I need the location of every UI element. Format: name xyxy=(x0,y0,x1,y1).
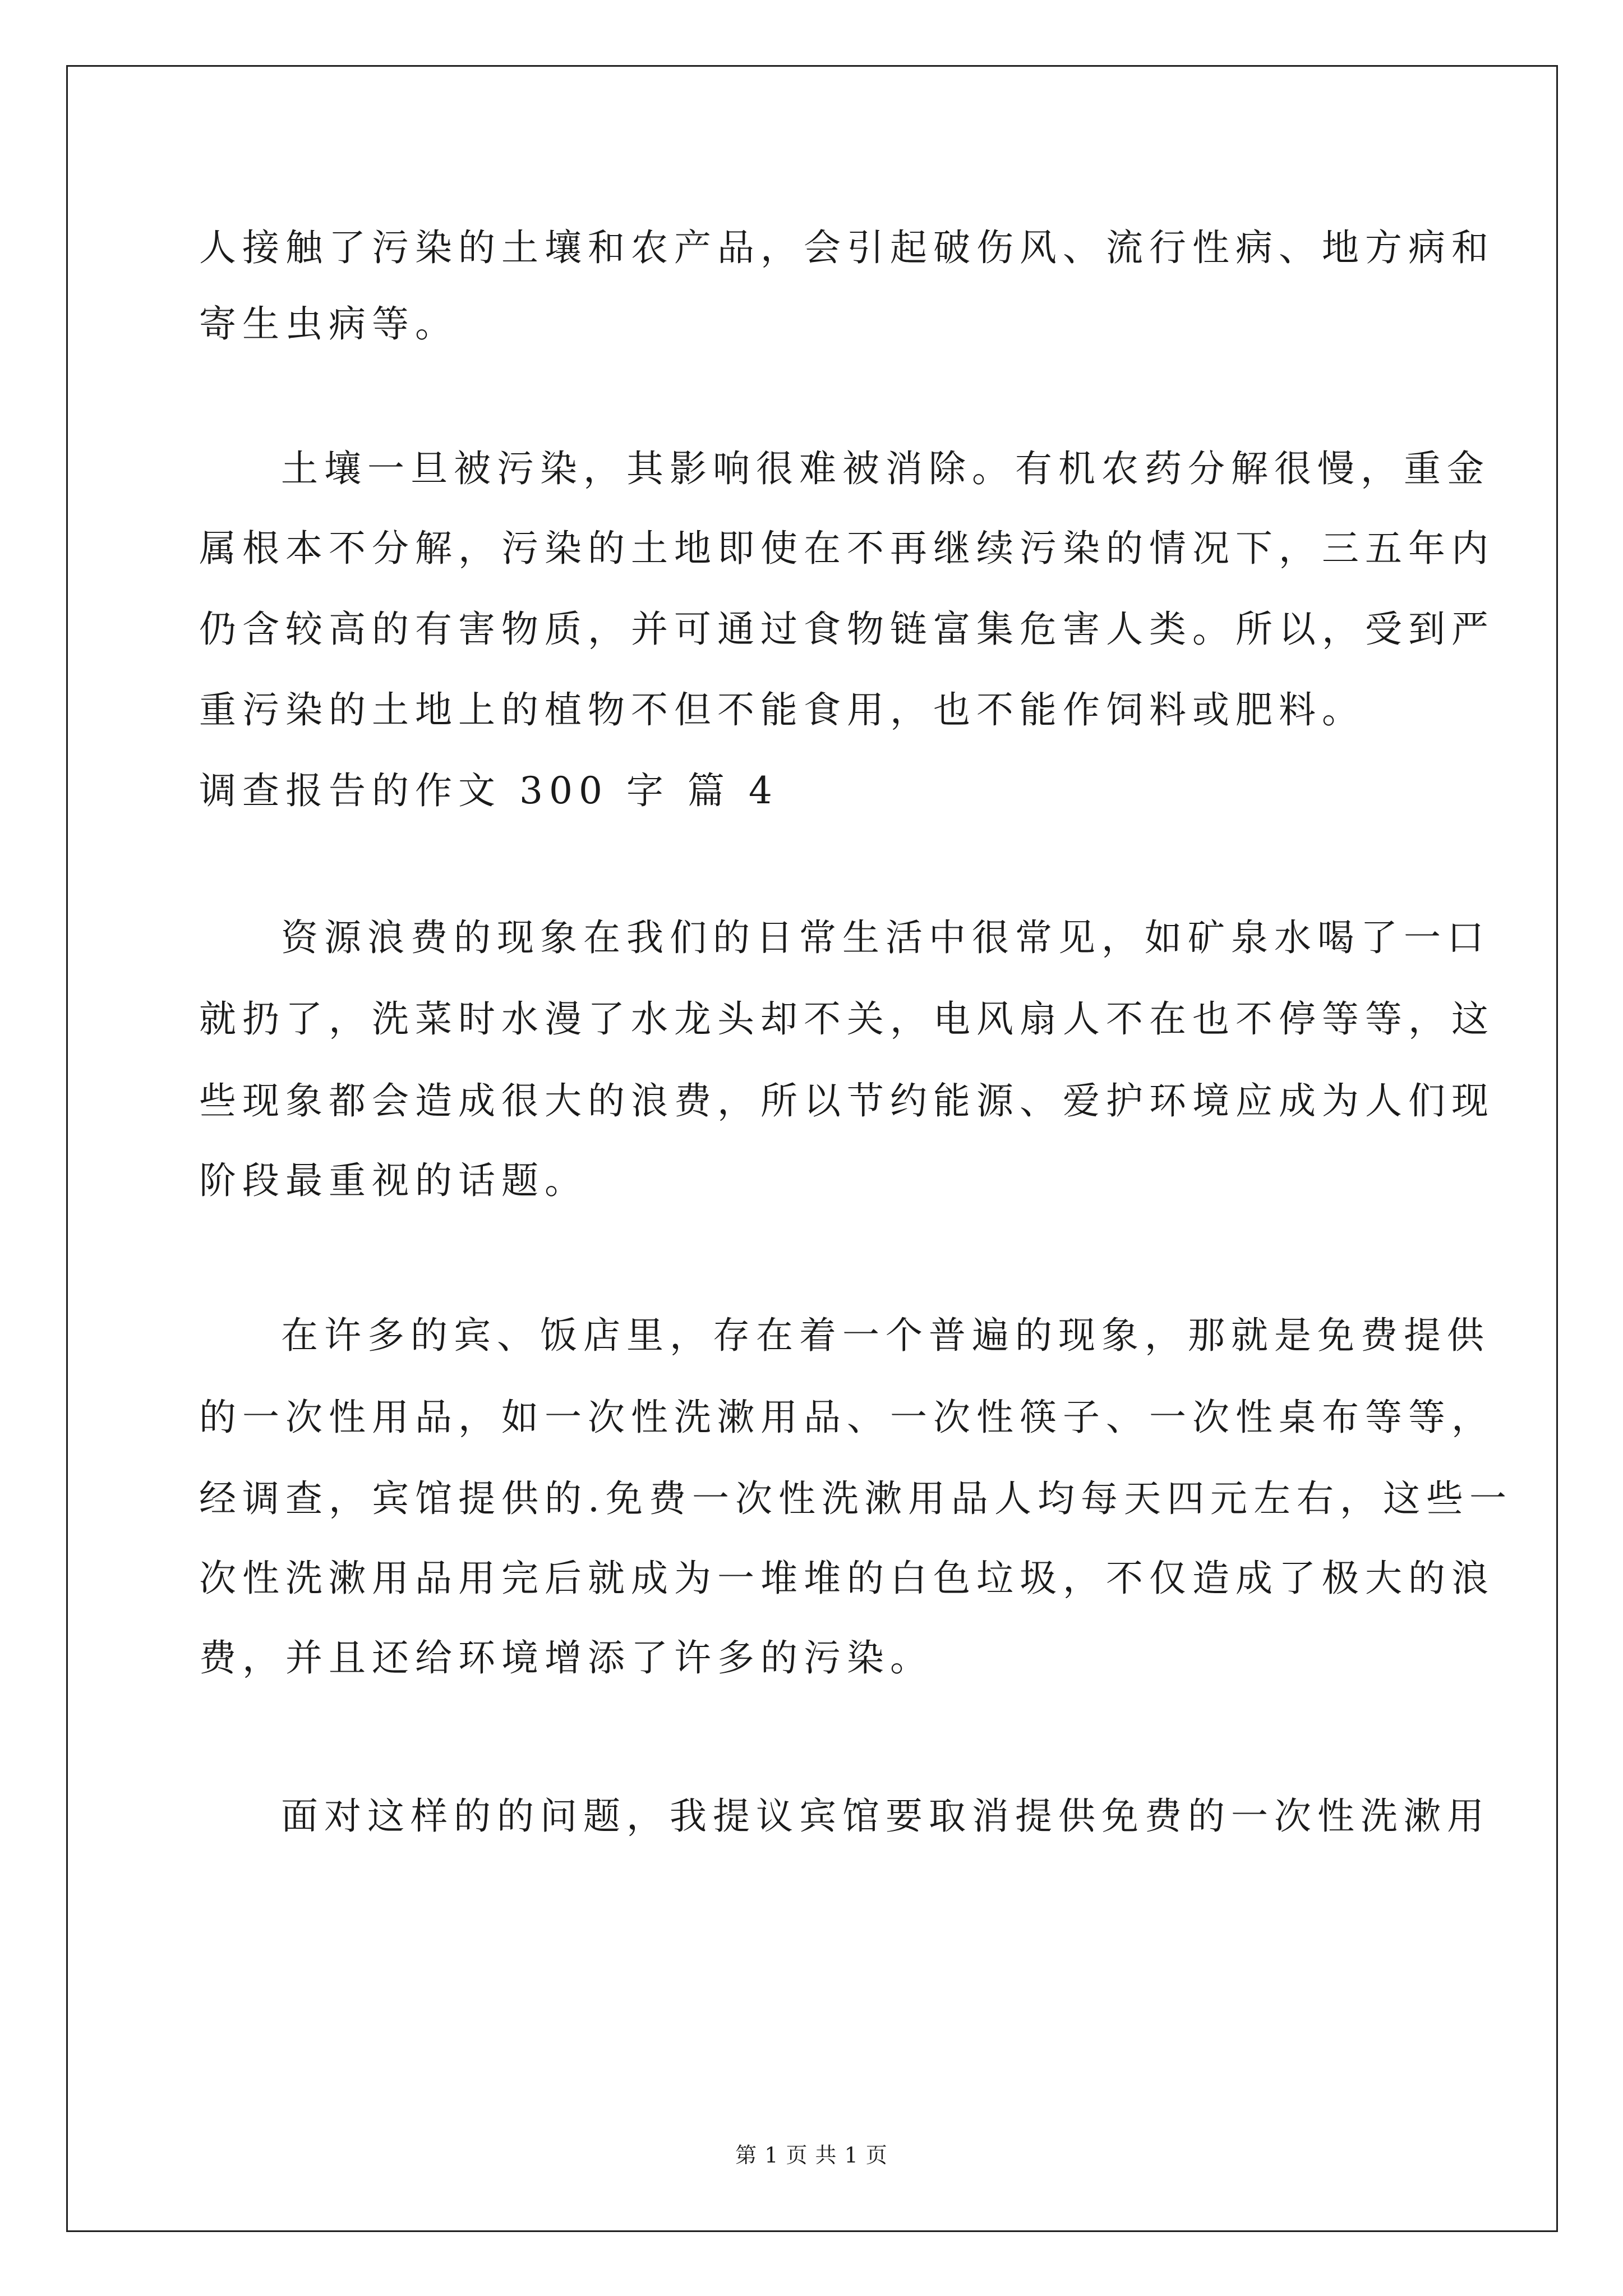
paragraph-line: 就扔了，洗菜时水漫了水龙头却不关，电风扇人不在也不停等等，这 xyxy=(199,997,1495,1041)
paragraph-line: 资源浪费的现象在我们的日常生活中很常见，如矿泉水喝了一口 xyxy=(281,916,1490,959)
paragraph-line: 面对这样的的问题，我提议宾馆要取消提供免费的一次性洗漱用 xyxy=(281,1795,1490,1838)
paragraph-line: 费，并且还给环境增添了许多的污染。 xyxy=(199,1636,933,1680)
paragraph-line: 的一次性用品，如一次性洗漱用品、一次性筷子、一次性桌布等等， xyxy=(199,1396,1495,1439)
paragraph-line: 重污染的土地上的植物不但不能食用，也不能作饲料或肥料。 xyxy=(199,688,1365,731)
page-border xyxy=(66,65,1558,2232)
paragraph-line: 属根本不分解，污染的土地即使在不再继续污染的情况下，三五年内 xyxy=(199,527,1495,570)
paragraph-line: 寄生虫病等。 xyxy=(199,302,458,346)
paragraph-line: 仍含较高的有害物质，并可通过食物链富集危害人类。所以，受到严 xyxy=(199,608,1495,651)
paragraph-line: 人接触了污染的土壤和农产品，会引起破伤风、流行性病、地方病和 xyxy=(199,226,1495,269)
paragraph-line: 次性洗漱用品用完后就成为一堆堆的白色垃圾，不仅造成了极大的浪 xyxy=(199,1557,1495,1600)
paragraph-line: 在许多的宾、饭店里，存在着一个普遍的现象，那就是免费提供 xyxy=(281,1314,1490,1357)
paragraph-line: 些现象都会造成很大的浪费，所以节约能源、爱护环境应成为人们现 xyxy=(199,1079,1495,1122)
paragraph-line: 阶段最重视的话题。 xyxy=(199,1159,588,1202)
paragraph-line: 经调查，宾馆提供的.免费一次性洗漱用品人均每天四元左右，这些一 xyxy=(199,1477,1513,1520)
page-footer: 第 1 页 共 1 页 xyxy=(735,2143,888,2168)
section-heading: 调查报告的作文 300 字 篇 4 xyxy=(199,769,778,812)
paragraph-line: 土壤一旦被污染，其影响很难被消除。有机农药分解很慢，重金 xyxy=(281,447,1490,490)
